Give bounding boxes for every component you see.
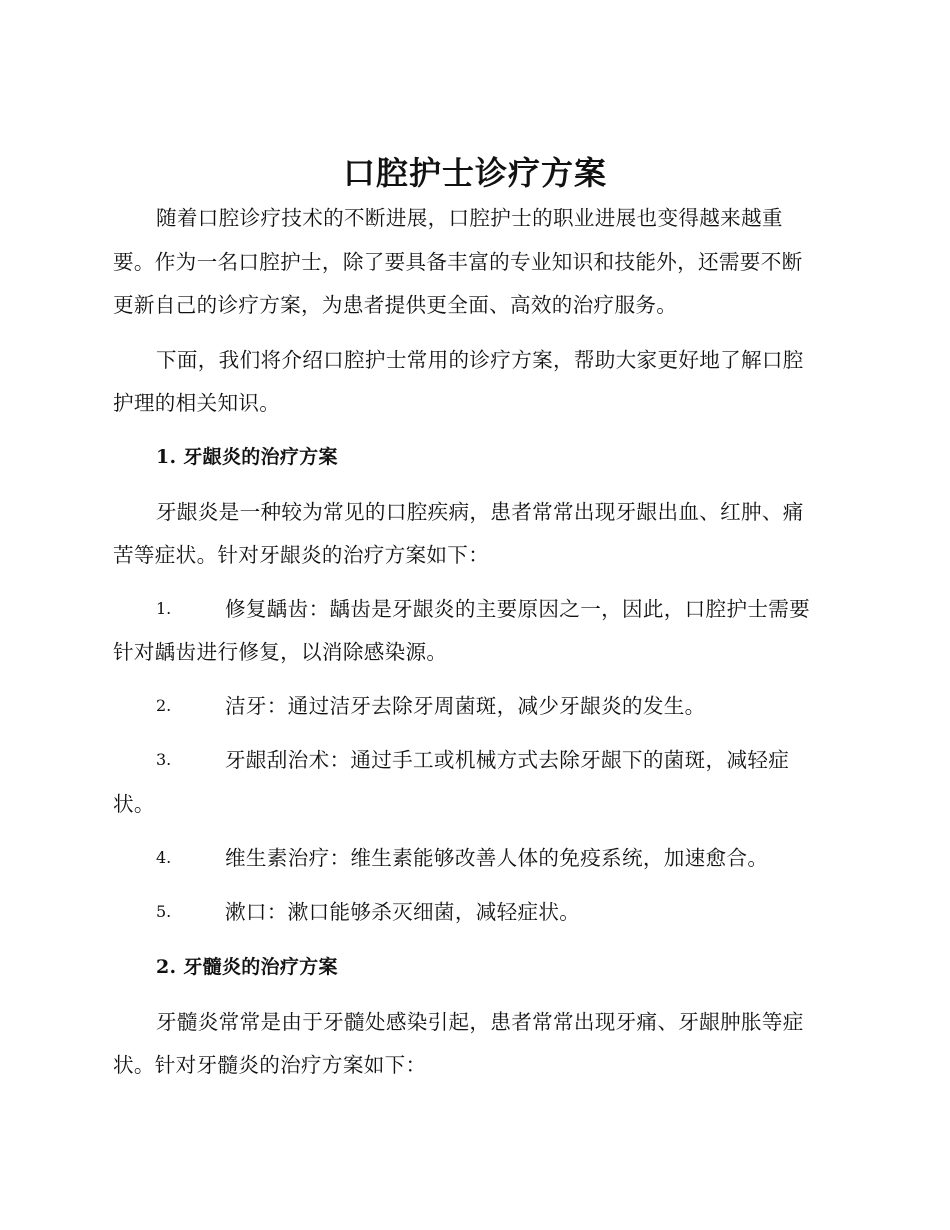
section2-desc-line-1: 牙髓炎常常是由于牙髓处感染引起，患者常常出现牙痛、牙龈肿胀等症 xyxy=(156,1010,804,1034)
section1-heading: 1. 牙龈炎的治疗方案 xyxy=(156,446,338,468)
list-item-text-continued: 状。 xyxy=(113,792,155,816)
intro2-line-2: 护理的相关知识。 xyxy=(113,391,281,415)
list-item-number: 3. xyxy=(156,750,172,769)
intro-line-3: 更新自己的诊疗方案，为患者提供更全面、高效的治疗服务。 xyxy=(113,293,678,317)
list-item-number: 2. xyxy=(156,696,172,715)
section2-heading: 2. 牙髓炎的治疗方案 xyxy=(156,956,338,978)
section2-desc-line-2: 状。针对牙髓炎的治疗方案如下： xyxy=(113,1053,427,1077)
list-item-text: 洁牙：通过洁牙去除牙周菌斑，减少牙龈炎的发生。 xyxy=(225,694,706,718)
list-item-number: 4. xyxy=(156,848,172,867)
list-item-text: 修复龋齿：龋齿是牙龈炎的主要原因之一，因此，口腔护士需要 xyxy=(225,597,811,621)
intro2-line-1: 下面，我们将介绍口腔护士常用的诊疗方案，帮助大家更好地了解口腔 xyxy=(156,348,804,372)
intro-line-1: 随着口腔诊疗技术的不断进展，口腔护士的职业进展也变得越来越重 xyxy=(156,206,783,230)
list-item-text: 牙龈刮治术：通过手工或机械方式去除牙龈下的菌斑，减轻症 xyxy=(225,748,790,772)
list-item-number: 5. xyxy=(156,902,172,921)
list-item-text: 漱口：漱口能够杀灭细菌，减轻症状。 xyxy=(225,900,581,924)
document-title: 口腔护士诊疗方案 xyxy=(342,154,607,192)
list-item-text-continued: 针对龋齿进行修复，以消除感染源。 xyxy=(113,640,448,664)
intro-line-2: 要。作为一名口腔护士，除了要具备丰富的专业知识和技能外，还需要不断 xyxy=(113,250,803,274)
section1-desc-line-2: 苦等症状。针对牙龈炎的治疗方案如下： xyxy=(113,543,490,567)
list-item-number: 1. xyxy=(156,599,172,618)
list-item-text: 维生素治疗：维生素能够改善人体的免疫系统，加速愈合。 xyxy=(225,846,769,870)
section1-desc-line-1: 牙龈炎是一种较为常见的口腔疾病，患者常常出现牙龈出血、红肿、痛 xyxy=(156,500,804,524)
